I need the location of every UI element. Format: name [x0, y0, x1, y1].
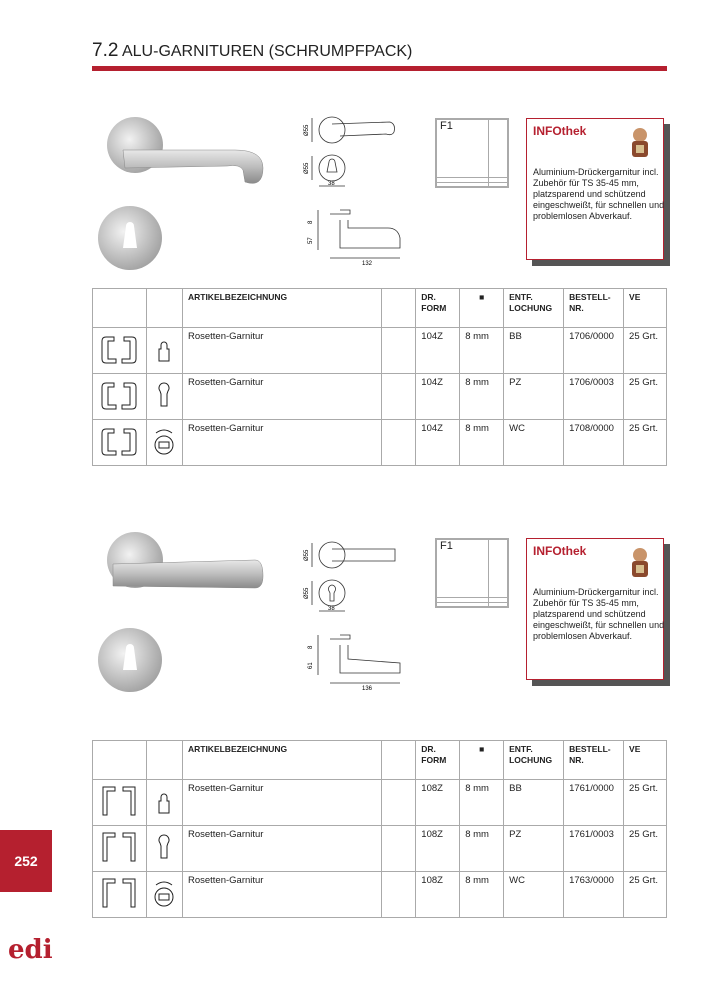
col-header-lochung: ENTF. LOCHUNG [504, 289, 564, 328]
info-title: INFOthek [533, 544, 587, 558]
page-title [92, 40, 412, 62]
info-text: Aluminium-Drückergarnitur incl. Zubehör für TS 35-45 mm, platzsparend und schützend eingeschweißt, für schnellen und problemlosen Abverkauf. [533, 587, 665, 641]
dim-w1: 38 [328, 181, 335, 187]
info-text: Aluminium-Drückergarnitur incl. Zubehör für TS 35-45 mm, platzsparend und schützend eingeschweißt, für schnellen und problemlosen Abverkauf. [533, 167, 665, 221]
col-header-square: ■ [460, 289, 504, 328]
dim-d1: Ø55 [304, 124, 310, 136]
table-row: Rosetten-Garnitur 108Z 8 mm BB 1761/0000 25 Grt. [93, 780, 667, 826]
table-row: Rosetten-Garnitur 108Z 8 mm WC 1763/0000 25 Grt. [93, 872, 667, 918]
dim-h2: 57 [308, 237, 314, 244]
keyhole-pz-icon [152, 829, 176, 865]
finish-label: F1 [437, 120, 489, 178]
product-photo-handle-104 [95, 110, 270, 275]
handle-shape-icon [98, 423, 140, 459]
info-title: INFOthek [533, 124, 587, 138]
dim-len: 136 [362, 686, 373, 692]
info-box [526, 538, 664, 680]
col-header-form: DR. FORM [416, 741, 460, 780]
handle-shape-icon [98, 829, 140, 865]
handle-shape-icon [98, 783, 140, 819]
col-header-name: ARTIKELBEZEICHNUNG [182, 289, 381, 328]
info-box [526, 118, 664, 260]
page-number: 252 [0, 830, 52, 892]
dim-d2: Ø55 [304, 587, 310, 599]
technical-drawing-104 [300, 110, 410, 270]
mascot-icon [625, 125, 655, 161]
wc-lock-icon [152, 423, 176, 459]
article-table-104 [92, 288, 667, 466]
keyhole-bb-icon [152, 331, 176, 367]
finish-grid [435, 538, 509, 608]
col-header-ve: VE [624, 289, 667, 328]
dim-h2: 61 [308, 662, 314, 669]
col-header-square: ■ [460, 741, 504, 780]
dim-h1: 8 [308, 220, 314, 224]
dim-h1: 8 [308, 645, 314, 649]
handle-shape-icon [98, 331, 140, 367]
col-header-ve: VE [624, 741, 667, 780]
table-row: Rosetten-Garnitur 108Z 8 mm PZ 1761/0003 25 Grt. [93, 826, 667, 872]
section-number: 7.2 [92, 40, 119, 61]
keyhole-bb-icon [152, 783, 176, 819]
mascot-icon [625, 545, 655, 581]
col-header-lochung: ENTF. LOCHUNG [504, 741, 564, 780]
finish-label: F1 [437, 540, 489, 598]
dim-d1: Ø55 [304, 549, 310, 561]
table-row: Rosetten-Garnitur 104Z 8 mm PZ 1706/0003 25 Grt. [93, 374, 667, 420]
handle-shape-icon [98, 377, 140, 413]
wc-lock-icon [152, 875, 176, 911]
col-header-nr: BESTELL-NR. [564, 289, 624, 328]
table-row: Rosetten-Garnitur 104Z 8 mm BB 1706/0000 25 Grt. [93, 328, 667, 374]
dim-len: 132 [362, 261, 373, 267]
keyhole-pz-icon [152, 377, 176, 413]
col-header-name: ARTIKELBEZEICHNUNG [182, 741, 381, 780]
dim-w1: 38 [328, 606, 335, 612]
dim-d2: Ø55 [304, 162, 310, 174]
col-header-nr: BESTELL-NR. [564, 741, 624, 780]
technical-drawing-108 [300, 535, 410, 695]
product-photo-handle-108 [95, 530, 270, 695]
finish-grid [435, 118, 509, 188]
section-title: ALU-GARNITUREN (SCHRUMPFPACK) [121, 43, 413, 60]
brand-logo: edi [8, 935, 53, 965]
col-header-form: DR. FORM [416, 289, 460, 328]
article-table-108 [92, 740, 667, 918]
header-rule [92, 66, 667, 71]
table-row: Rosetten-Garnitur 104Z 8 mm WC 1708/0000 25 Grt. [93, 420, 667, 466]
handle-shape-icon [98, 875, 140, 911]
